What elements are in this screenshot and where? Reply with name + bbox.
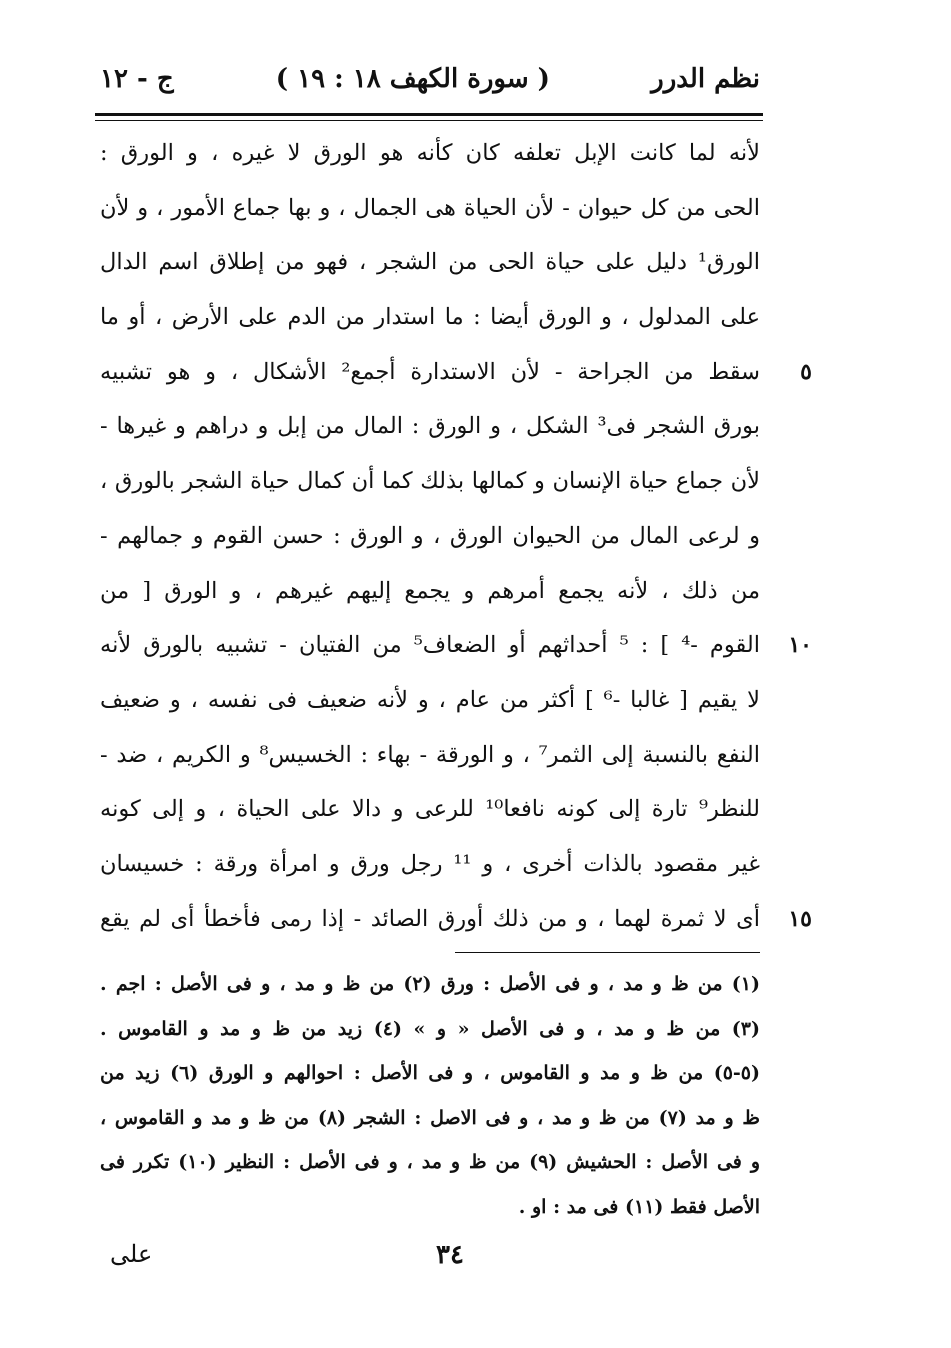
text-line: [100, 728, 760, 783]
text-line: [100, 509, 760, 564]
footnotes: [100, 962, 760, 1230]
line-text: لا يقيم [ غالبا -⁶ ] أكثر من عام ، و لأنه ضعيف فى نفسه ، و ضعيف: [100, 686, 760, 713]
line-text: النفع بالنسبة إلى الثمر⁷ ، و الورقة - بهاء : الخسيس⁸ و الكريم ، ضد -: [100, 741, 760, 768]
text-line: [100, 618, 812, 673]
line-text: سقط من الجراحة - لأن الاستدارة أجمع² الأشكال ، و هو تشبيه: [100, 358, 761, 385]
line-text: الورق¹ دليل على حياة الحى من الشجر ، فهو من إطلاق اسم الدال: [100, 249, 760, 276]
text-line: [100, 235, 760, 290]
surah-reference: ( سورة الكهف ١٨ : ١٩ ): [275, 64, 550, 94]
line-text: و لرعى المال من الحيوان الورق ، و الورق : حسن القوم و جمالهم -: [100, 522, 760, 549]
footnote-line: (١) من ظ و مد ، و فى الأصل : ورق (٢) من ظ و مد ، و فى الأصل : اجم .: [100, 973, 761, 995]
catchword: على: [110, 1240, 153, 1268]
text-line: [100, 564, 760, 619]
text-line: [100, 126, 760, 181]
line-number: ١٠: [788, 632, 812, 659]
header-rule-thick: [95, 113, 763, 116]
line-text: غير مقصود بالذات أخرى ، و ¹¹ رجل ورق و امرأة ورقة : خسيسان: [100, 850, 760, 877]
text-line: [100, 837, 760, 892]
main-text: [100, 126, 812, 946]
line-text: على المدلول ، و الورق أيضا : ما استدار من الدم على الأرض ، أو ما: [100, 304, 760, 331]
header-rule-thin: [95, 120, 763, 121]
text-line: [100, 399, 760, 454]
text-line: [100, 454, 760, 509]
book-title: نظم الدرر: [651, 64, 760, 94]
line-text: أى لا ثمرة لهما ، و من ذلك أورق الصائد - إذا رمى فأخطأ أى لم يقع: [100, 905, 760, 932]
page-number: ٣٤: [436, 1240, 464, 1270]
footnote-line: و فى الأصل : الحشيش (٩) من ظ و مد ، و فى الأصل : النظير (١٠) تكرر فى: [100, 1151, 760, 1174]
line-number: ٥: [800, 358, 812, 385]
line-text: بورق الشجر فى³ الشكل ، و الورق : المال من إبل و دراهم و غيرها -: [100, 413, 761, 440]
line-text: للنظر⁹ تارة إلى كونه نافعا¹⁰ للرعى و دالا على الحياة ، و إلى كونه: [100, 796, 761, 823]
footnote-line: (٣) من ظ و مد ، و فى الأصل « و » (٤) زيد من ظ و مد و القاموس .: [100, 1017, 760, 1040]
text-line: [100, 892, 812, 947]
text-line: [100, 181, 760, 236]
line-text: القوم -⁴ ] : ⁵ أحداثهم أو الضعاف⁵ من الفتيان - تشبيه بالورق لأنه: [100, 632, 760, 659]
text-line: [100, 673, 760, 728]
footnote-line: ظ و مد (٧) من ظ و مد ، و فى الاصل : الشجر (٨) من ظ و مد و القاموس ،: [100, 1106, 760, 1129]
line-text: لأن جماع حياة الإنسان و كمالها بذلك كما أن كمال حياة الشجر بالورق ،: [100, 468, 760, 495]
line-text: الحى من كل حيوان - لأن الحياة هى الجمال ، و بها جماع الأمور ، و لأن: [100, 194, 760, 221]
line-number: ١٥: [788, 905, 812, 932]
text-line: [100, 290, 760, 345]
running-header: [100, 60, 760, 104]
footnote-line: (٥-٥) من ظ و مد و القاموس ، و فى الأصل : احوالهم و الورق (٦) زيد من: [100, 1062, 761, 1085]
text-line: [100, 345, 812, 400]
line-text: من ذلك ، لأنه يجمع أمرهم و يجمع إليهم غيرهم ، و الورق [ من: [100, 577, 760, 604]
volume-number: ج - ١٢: [100, 64, 174, 94]
footnote-rule: [455, 952, 760, 953]
line-text: لأنه لما كانت الإبل تعلفه كان كأنه هو الورق لا غيره ، و الورق :: [100, 140, 760, 166]
text-line: [100, 782, 760, 837]
footnote-line: الأصل فقط (١١) فى مد : او .: [518, 1195, 760, 1218]
